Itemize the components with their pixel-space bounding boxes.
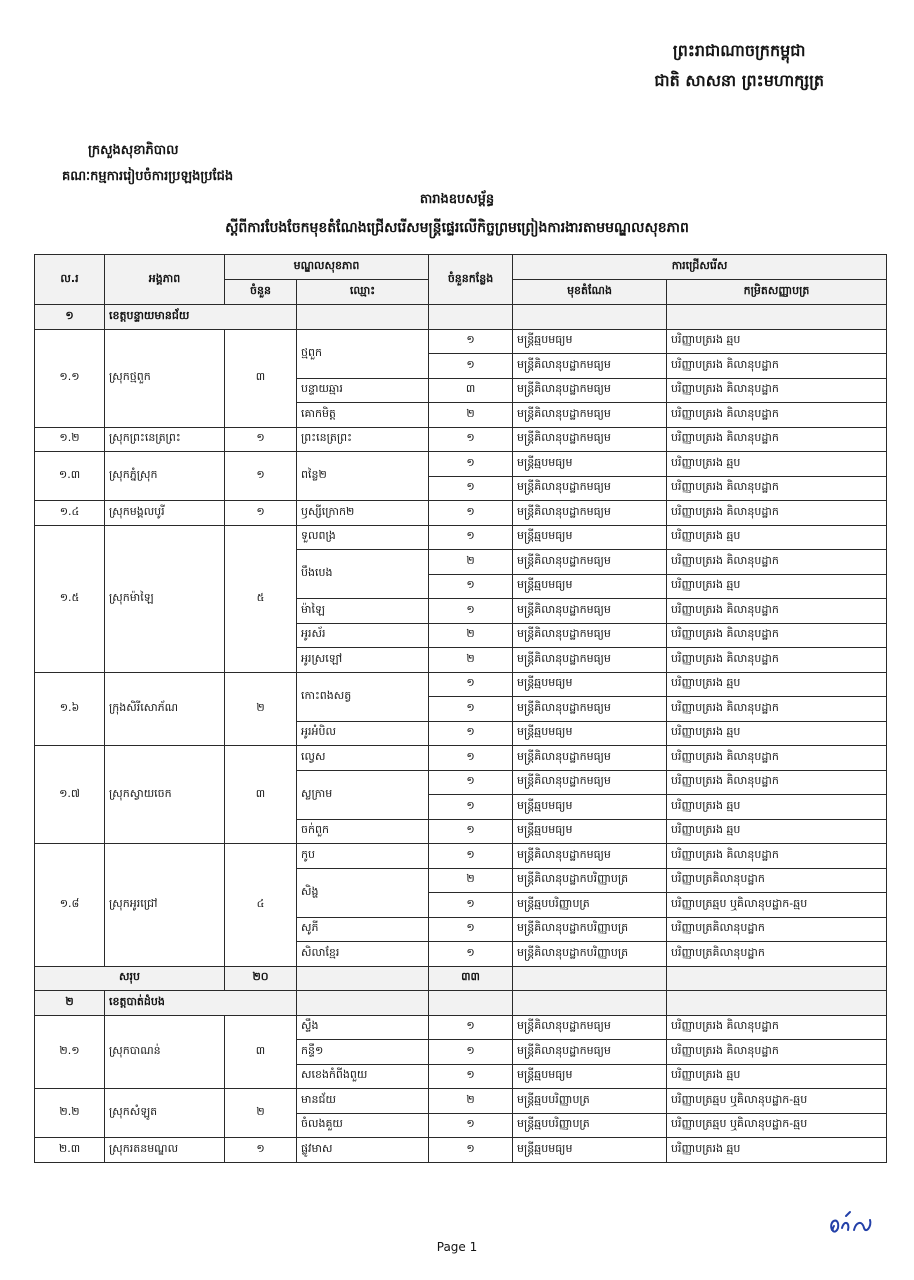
role-title: មន្ត្រីគិលានុបដ្ឋាកមធ្យម xyxy=(513,501,667,526)
handwritten-initials xyxy=(826,1208,876,1238)
role-title: មន្ត្រីឆ្មបមធ្យម xyxy=(513,452,667,477)
role-title: មន្ត្រីគិលានុបដ្ឋាកមធ្យម xyxy=(513,648,667,673)
unit-center-count: ១ xyxy=(225,1138,297,1163)
unit-name: ស្រុកថ្មពួក xyxy=(105,329,225,427)
health-center-name: ចក់ពួក xyxy=(297,819,429,844)
qualification: បរិញ្ញាបត្ររង ឆ្មប xyxy=(667,1138,887,1163)
unit-number: ១.២ xyxy=(35,427,105,452)
qualification: បរិញ្ញាបត្ររង គិលានុបដ្ឋាក xyxy=(667,746,887,771)
health-center-name: ផ្លូវមាស xyxy=(297,1138,429,1163)
unit-center-count: ៥ xyxy=(225,525,297,672)
health-center-name: គោកមិត្ត xyxy=(297,403,429,428)
role-title: មន្ត្រីគិលានុបដ្ឋាកមធ្យម xyxy=(513,378,667,403)
unit-number: ១.៦ xyxy=(35,672,105,746)
empty-cell xyxy=(667,305,887,330)
health-center-name: ស្ទឹង xyxy=(297,1015,429,1040)
unit-center-count: ៣ xyxy=(225,1015,297,1089)
unit-center-count: ៣ xyxy=(225,746,297,844)
health-center-name: ពន្លៃ២ xyxy=(297,452,429,501)
province-name: ខេត្តបន្ទាយមានជ័យ xyxy=(105,305,297,330)
qualification: បរិញ្ញាបត្ររង គិលានុបដ្ឋាក xyxy=(667,1015,887,1040)
qualification: បរិញ្ញាបត្ររង ឆ្មប xyxy=(667,1064,887,1089)
unit-name: ស្រុកព្រះនេត្រព្រះ xyxy=(105,427,225,452)
table-row xyxy=(35,452,887,477)
empty-cell xyxy=(297,305,429,330)
health-center-name: អូរស្រឡៅ xyxy=(297,648,429,673)
qualification: បរិញ្ញាបត្ររង គិលានុបដ្ឋាក xyxy=(667,550,887,575)
role-title: មន្ត្រីគិលានុបដ្ឋាកមធ្យម xyxy=(513,1015,667,1040)
role-title: មន្ត្រីគិលានុបដ្ឋាកបរិញ្ញាបត្រ xyxy=(513,917,667,942)
health-center-name: កន្ទឺ១ xyxy=(297,1040,429,1065)
role-title: មន្ត្រីគិលានុបដ្ឋាកមធ្យម xyxy=(513,427,667,452)
empty-cell xyxy=(429,305,513,330)
positions-count: ១ xyxy=(429,1138,513,1163)
health-center-name: សខេងកំពីងពួយ xyxy=(297,1064,429,1089)
role-title: មន្ត្រីឆ្មបមធ្យម xyxy=(513,795,667,820)
allocation-table xyxy=(34,254,887,1163)
table-row xyxy=(35,672,887,697)
document-subtitle: ស្តីពីការបែងចែកមុខតំណែងជ្រើសរើសមន្ត្រីផ្ទេរលើកិច្ចព្រមព្រៀងការងារតាមមណ្ឌលសុខភាព xyxy=(225,220,689,236)
unit-center-count: ១ xyxy=(225,452,297,501)
qualification: បរិញ្ញាបត្ររង ឆ្មប xyxy=(667,574,887,599)
unit-name: ស្រុកមង្គលបូរី xyxy=(105,501,225,526)
qualification: បរិញ្ញាបត្ររង គិលានុបដ្ឋាក xyxy=(667,697,887,722)
ministry-line-2: គណៈកម្មការរៀបចំការប្រឡងប្រជែង xyxy=(62,169,234,184)
table-body xyxy=(35,305,887,1163)
role-title: មន្ត្រីឆ្មបមធ្យម xyxy=(513,525,667,550)
positions-count: ១ xyxy=(429,942,513,967)
unit-number: ១.៨ xyxy=(35,844,105,967)
health-center-name: ទួលពង្រ xyxy=(297,525,429,550)
table-row xyxy=(35,844,887,869)
positions-count: ១ xyxy=(429,1040,513,1065)
health-center-name: សិង្ហ xyxy=(297,868,429,917)
empty-cell xyxy=(667,966,887,991)
table-row xyxy=(35,1089,887,1114)
positions-count: ១ xyxy=(429,452,513,477)
positions-count: ១ xyxy=(429,672,513,697)
role-title: មន្ត្រីឆ្មបបរិញ្ញាបត្រ xyxy=(513,1113,667,1138)
role-title: មន្ត្រីគិលានុបដ្ឋាកបរិញ្ញាបត្រ xyxy=(513,868,667,893)
health-center-name: ចំលងគួយ xyxy=(297,1113,429,1138)
health-center-name: ម៉ាឡៃ xyxy=(297,599,429,624)
health-center-name: បន្ទាយឆ្មារ xyxy=(297,378,429,403)
total-positions: ៣៣ xyxy=(429,966,513,991)
unit-number: ២.៣ xyxy=(35,1138,105,1163)
role-title: មន្ត្រីឆ្មបមធ្យម xyxy=(513,1138,667,1163)
province-number: ២ xyxy=(35,991,105,1016)
empty-cell xyxy=(513,991,667,1016)
positions-count: ២ xyxy=(429,403,513,428)
positions-count: ២ xyxy=(429,1089,513,1114)
qualification: បរិញ្ញាបត្ររង គិលានុបដ្ឋាក xyxy=(667,403,887,428)
qualification: បរិញ្ញាបត្ររង គិលានុបដ្ឋាក xyxy=(667,844,887,869)
qualification: បរិញ្ញាបត្ររង គិលានុបដ្ឋាក xyxy=(667,476,887,501)
positions-count: ១ xyxy=(429,525,513,550)
health-center-name: ថ្មពួក xyxy=(297,329,429,378)
positions-count: ១ xyxy=(429,501,513,526)
qualification: បរិញ្ញាបត្រគិលានុបដ្ឋាក xyxy=(667,917,887,942)
unit-number: ១.៤ xyxy=(35,501,105,526)
empty-cell xyxy=(429,991,513,1016)
qualification: បរិញ្ញាបត្ររង ឆ្មប xyxy=(667,672,887,697)
kingdom-line-2: ជាតិ សាសនា ព្រះមហាក្សត្រ xyxy=(654,71,824,90)
ministry-header xyxy=(62,138,234,190)
unit-center-count: ២ xyxy=(225,1089,297,1138)
role-title: មន្ត្រីគិលានុបដ្ឋាកមធ្យម xyxy=(513,844,667,869)
health-center-name: ស្លក្រាម xyxy=(297,770,429,819)
unit-name: ស្រុកស្វាយចេក xyxy=(105,746,225,844)
positions-count: ២ xyxy=(429,648,513,673)
unit-name: ស្រុកអូរជ្រៅ xyxy=(105,844,225,967)
role-title: មន្ត្រីគិលានុបដ្ឋាកមធ្យម xyxy=(513,476,667,501)
unit-center-count: ២ xyxy=(225,672,297,746)
qualification: បរិញ្ញាបត្រឆ្មប ឬគិលានុបដ្ឋាក-ឆ្មប xyxy=(667,1113,887,1138)
qualification: បរិញ្ញាបត្រឆ្មប ឬគិលានុបដ្ឋាក-ឆ្មប xyxy=(667,1089,887,1114)
role-title: មន្ត្រីឆ្មបមធ្យម xyxy=(513,672,667,697)
positions-count: ១ xyxy=(429,574,513,599)
unit-name: ស្រុកសំឡូត xyxy=(105,1089,225,1138)
province-row xyxy=(35,991,887,1016)
health-center-name: អូរស័រ xyxy=(297,623,429,648)
role-title: មន្ត្រីឆ្មបបរិញ្ញាបត្រ xyxy=(513,893,667,918)
positions-count: ១ xyxy=(429,354,513,379)
role-title: មន្ត្រីគិលានុបដ្ឋាកមធ្យម xyxy=(513,550,667,575)
table-row xyxy=(35,1015,887,1040)
positions-count: ១ xyxy=(429,427,513,452)
header-hc-name: ឈ្មោះ xyxy=(297,280,429,305)
positions-count: ១ xyxy=(429,476,513,501)
role-title: មន្ត្រីគិលានុបដ្ឋាកមធ្យម xyxy=(513,1040,667,1065)
empty-cell xyxy=(667,991,887,1016)
table-row xyxy=(35,427,887,452)
positions-count: ៣ xyxy=(429,378,513,403)
role-title: មន្ត្រីឆ្មបមធ្យម xyxy=(513,819,667,844)
positions-count: ១ xyxy=(429,329,513,354)
role-title: មន្ត្រីឆ្មបមធ្យម xyxy=(513,721,667,746)
qualification: បរិញ្ញាបត្រឆ្មប ឬគិលានុបដ្ឋាក-ឆ្មប xyxy=(667,893,887,918)
qualification: បរិញ្ញាបត្ររង គិលានុបដ្ឋាក xyxy=(667,378,887,403)
health-center-name: សូភី xyxy=(297,917,429,942)
positions-count: ១ xyxy=(429,1113,513,1138)
unit-name: ស្រុកភ្នំស្រុក xyxy=(105,452,225,501)
total-center-count: ២០ xyxy=(225,966,297,991)
role-title: មន្ត្រីគិលានុបដ្ឋាកមធ្យម xyxy=(513,770,667,795)
header-health-center-group: មណ្ឌលសុខភាព xyxy=(225,255,429,280)
header-operational-district: អង្គភាព xyxy=(105,255,225,305)
empty-cell xyxy=(297,991,429,1016)
positions-count: ២ xyxy=(429,623,513,648)
positions-count: ២ xyxy=(429,550,513,575)
empty-cell xyxy=(513,305,667,330)
total-row xyxy=(35,966,887,991)
positions-count: ១ xyxy=(429,1064,513,1089)
role-title: មន្ត្រីគិលានុបដ្ឋាកមធ្យម xyxy=(513,403,667,428)
positions-count: ១ xyxy=(429,795,513,820)
unit-number: ២.១ xyxy=(35,1015,105,1089)
qualification: បរិញ្ញាបត្ររង គិលានុបដ្ឋាក xyxy=(667,427,887,452)
unit-center-count: ១ xyxy=(225,501,297,526)
qualification: បរិញ្ញាបត្ររង ឆ្មប xyxy=(667,452,887,477)
qualification: បរិញ្ញាបត្រគិលានុបដ្ឋាក xyxy=(667,942,887,967)
health-center-name: កូប xyxy=(297,844,429,869)
document-title-block xyxy=(0,186,914,242)
health-center-name: មានជ័យ xyxy=(297,1089,429,1114)
qualification: បរិញ្ញាបត្ររង គិលានុបដ្ឋាក xyxy=(667,354,887,379)
table-row xyxy=(35,501,887,526)
positions-count: ១ xyxy=(429,599,513,624)
kingdom-header xyxy=(654,36,824,96)
province-name: ខេត្តបាត់ដំបង xyxy=(105,991,297,1016)
table-row xyxy=(35,329,887,354)
qualification: បរិញ្ញាបត្ររង ឆ្មប xyxy=(667,819,887,844)
positions-count: ១ xyxy=(429,1015,513,1040)
empty-cell xyxy=(513,966,667,991)
unit-name: ស្រុកបាណន់ xyxy=(105,1015,225,1089)
positions-count: ១ xyxy=(429,893,513,918)
unit-number: ១.១ xyxy=(35,329,105,427)
empty-cell xyxy=(297,966,429,991)
qualification: បរិញ្ញាបត្ររង ឆ្មប xyxy=(667,525,887,550)
table-row xyxy=(35,1138,887,1163)
positions-count: ១ xyxy=(429,721,513,746)
role-title: មន្ត្រីឆ្មបបរិញ្ញាបត្រ xyxy=(513,1089,667,1114)
qualification: បរិញ្ញាបត្ររង គិលានុបដ្ឋាក xyxy=(667,501,887,526)
header-positions: ចំនួនកន្លែង xyxy=(429,255,513,305)
header-hc-count: ចំនួន xyxy=(225,280,297,305)
qualification: បរិញ្ញាបត្ររង ឆ្មប xyxy=(667,795,887,820)
positions-count: ១ xyxy=(429,819,513,844)
header-no: ល.រ xyxy=(35,255,105,305)
page-number: Page 1 xyxy=(436,1240,478,1254)
role-title: មន្ត្រីឆ្មបមធ្យម xyxy=(513,329,667,354)
positions-count: ១ xyxy=(429,746,513,771)
positions-count: ១ xyxy=(429,697,513,722)
unit-number: ១.៧ xyxy=(35,746,105,844)
role-title: មន្ត្រីគិលានុបដ្ឋាកមធ្យម xyxy=(513,599,667,624)
qualification: បរិញ្ញាបត្ររង ឆ្មប xyxy=(667,721,887,746)
role-title: មន្ត្រីគិលានុបដ្ឋាកមធ្យម xyxy=(513,623,667,648)
health-center-name: បឹងបេង xyxy=(297,550,429,599)
province-row xyxy=(35,305,887,330)
header-recruitment-group: ការជ្រើសរើស xyxy=(513,255,887,280)
positions-count: ១ xyxy=(429,770,513,795)
qualification: បរិញ្ញាបត្ររង គិលានុបដ្ឋាក xyxy=(667,1040,887,1065)
health-center-name: ល្វេស xyxy=(297,746,429,771)
table-row xyxy=(35,525,887,550)
health-center-name: អូរអំបិល xyxy=(297,721,429,746)
qualification: បរិញ្ញាបត្ររង គិលានុបដ្ឋាក xyxy=(667,770,887,795)
health-center-name: សិលាខ្មែរ xyxy=(297,942,429,967)
health-center-name: ព្រះនេត្រព្រះ xyxy=(297,427,429,452)
header-role: មុខតំណែង xyxy=(513,280,667,305)
unit-name: ស្រុកម៉ាឡៃ xyxy=(105,525,225,672)
qualification: បរិញ្ញាបត្ររង ឆ្មប xyxy=(667,329,887,354)
qualification: បរិញ្ញាបត្ររង គិលានុបដ្ឋាក xyxy=(667,623,887,648)
header-qualification: កម្រិតសញ្ញាបត្រ xyxy=(667,280,887,305)
unit-center-count: ៣ xyxy=(225,329,297,427)
kingdom-line-1: ព្រះរាជាណាចក្រកម្ពុជា xyxy=(672,41,806,60)
role-title: មន្ត្រីគិលានុបដ្ឋាកមធ្យម xyxy=(513,697,667,722)
role-title: មន្ត្រីគិលានុបដ្ឋាកបរិញ្ញាបត្រ xyxy=(513,942,667,967)
province-number: ១ xyxy=(35,305,105,330)
positions-count: ១ xyxy=(429,917,513,942)
total-label: សរុប xyxy=(35,966,225,991)
qualification: បរិញ្ញាបត្រគិលានុបដ្ឋាក xyxy=(667,868,887,893)
unit-name: ស្រុករតនមណ្ឌល xyxy=(105,1138,225,1163)
unit-name: ក្រុងសិរីសោភ័ណ xyxy=(105,672,225,746)
role-title: មន្ត្រីគិលានុបដ្ឋាកមធ្យម xyxy=(513,354,667,379)
table-row xyxy=(35,746,887,771)
role-title: មន្ត្រីឆ្មបមធ្យម xyxy=(513,574,667,599)
qualification: បរិញ្ញាបត្ររង គិលានុបដ្ឋាក xyxy=(667,599,887,624)
health-center-name: កោះពងសត្វ xyxy=(297,672,429,721)
positions-count: ១ xyxy=(429,844,513,869)
unit-number: ១.៥ xyxy=(35,525,105,672)
unit-number: ១.៣ xyxy=(35,452,105,501)
role-title: មន្ត្រីឆ្មបមធ្យម xyxy=(513,1064,667,1089)
ministry-line-1: ក្រសួងសុខាភិបាល xyxy=(88,143,179,158)
document-title: តារាងឧបសម្ព័ន្ធ xyxy=(419,192,495,207)
role-title: មន្ត្រីគិលានុបដ្ឋាកមធ្យម xyxy=(513,746,667,771)
unit-center-count: ៤ xyxy=(225,844,297,967)
qualification: បរិញ្ញាបត្ររង គិលានុបដ្ឋាក xyxy=(667,648,887,673)
health-center-name: ឫស្សីក្រោក២ xyxy=(297,501,429,526)
unit-number: ២.២ xyxy=(35,1089,105,1138)
unit-center-count: ១ xyxy=(225,427,297,452)
positions-count: ២ xyxy=(429,868,513,893)
